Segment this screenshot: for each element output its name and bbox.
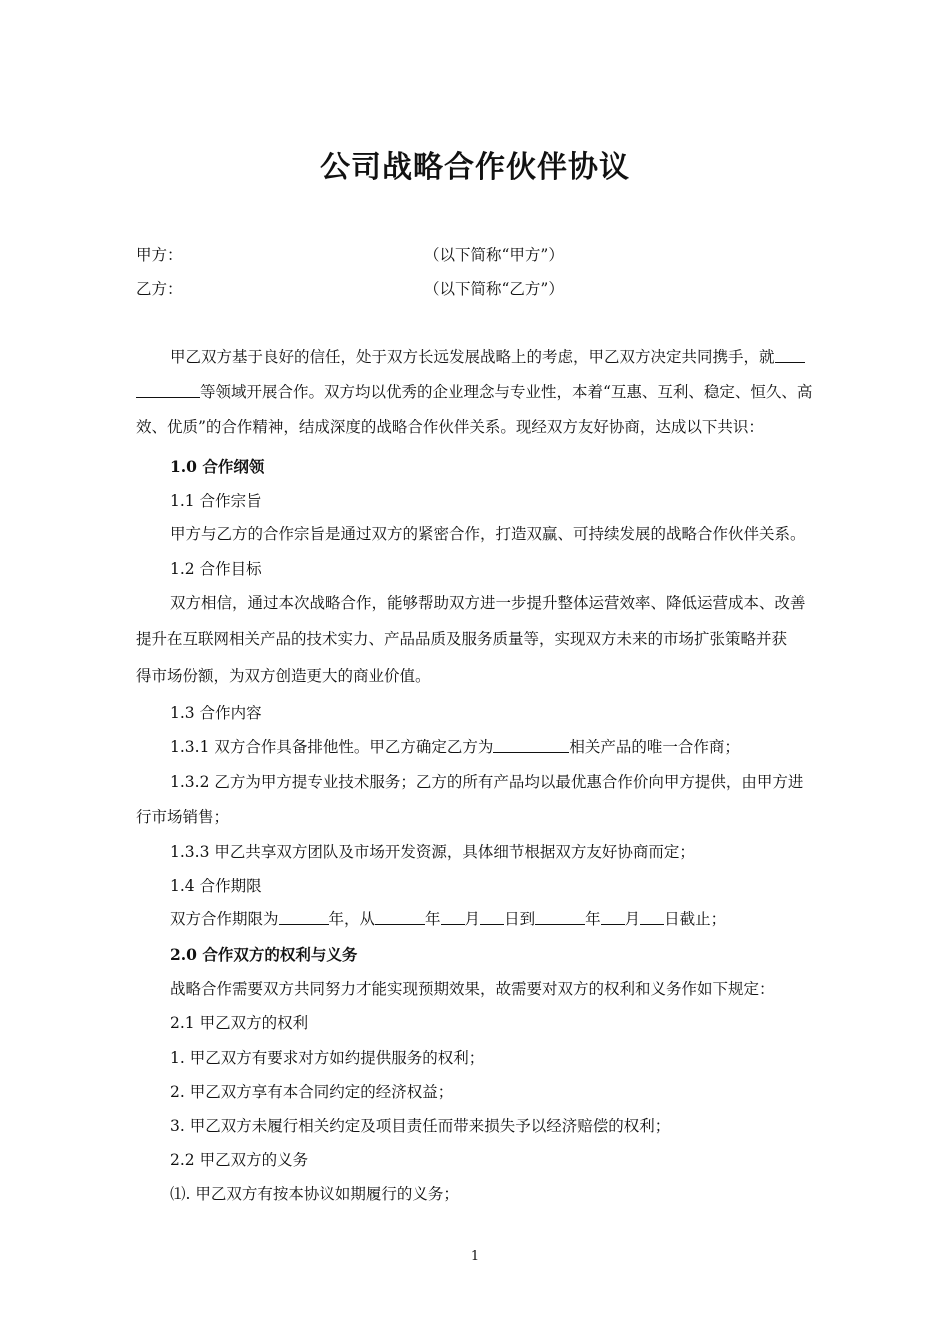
section-1-2-line-1: 双方相信，通过本次战略合作，能够帮助双方进一步提升整体运营效率、降低运营成本、改善 — [170, 594, 806, 612]
intro-text-2: 等领域开展合作。双方均以优秀的企业理念与专业性，本着“互惠、互利、稳定、恒久、高 — [200, 383, 813, 401]
term-text: 年 — [585, 910, 601, 928]
blank-field — [441, 910, 465, 925]
intro-paragraph-line-2 — [136, 380, 812, 402]
term-text: 年 — [425, 910, 441, 928]
party-b-note: （以下简称“乙方”） — [424, 280, 564, 298]
list-item: 1. 甲乙双方有要求对方如约提供服务的权利； — [170, 1049, 485, 1067]
blank-field — [775, 348, 805, 363]
document-title: 公司战略合作伙伴协议 — [320, 150, 630, 185]
section-1-3-3: 1.3.3 甲乙共享双方团队及市场开发资源，具体细节根据双方友好协商而定； — [170, 843, 695, 861]
intro-paragraph-line-1 — [170, 345, 805, 367]
party-b-label: 乙方： — [136, 280, 183, 298]
list-item: 3. 甲乙双方未履行相关约定及项目责任而带来损失予以经济赔偿的权利； — [170, 1117, 671, 1135]
intro-paragraph-line-3: 效、优质”的合作精神，结成深度的战略合作伙伴关系。现经双方友好协商，达成以下共识： — [136, 418, 764, 436]
blank-field — [640, 910, 664, 925]
section-2-1-heading: 2.1 甲乙双方的权利 — [170, 1014, 309, 1032]
term-text: 月 — [624, 910, 641, 928]
section-2-heading: 2.0 合作双方的权利与义务 — [170, 945, 358, 964]
blank-field — [375, 910, 425, 925]
section-2-2-heading: 2.2 甲乙双方的义务 — [170, 1151, 309, 1169]
section-1-4-heading: 1.4 合作期限 — [170, 877, 262, 895]
blank-field — [480, 910, 504, 925]
list-item: ⑴. 甲乙双方有按本协议如期履行的义务； — [170, 1185, 459, 1203]
section-1-4-term — [170, 907, 726, 929]
blank-field — [136, 383, 200, 398]
blank-field — [493, 738, 569, 753]
section-1-1-heading: 1.1 合作宗旨 — [170, 492, 262, 510]
section-1-3-2-line-1: 1.3.2 乙方为甲方提专业技术服务；乙方的所有产品均以最优惠合作价向甲方提供，由甲方进 — [170, 773, 804, 791]
term-text: 双方合作期限为 — [170, 910, 279, 928]
section-1-2-line-3: 得市场份额，为双方创造更大的商业价值。 — [136, 667, 431, 685]
blank-field — [535, 910, 585, 925]
section-1-3-1 — [170, 735, 740, 757]
section-2-intro: 战略合作需要双方共同努力才能实现预期效果，故需要对双方的权利和义务作如下规定： — [170, 980, 775, 998]
section-1-1-text: 甲方与乙方的合作宗旨是通过双方的紧密合作，打造双赢、可持续发展的战略合作伙伴关系。 — [170, 525, 806, 543]
section-1-heading: 1.0 合作纲领 — [170, 457, 265, 476]
intro-text-1: 甲乙双方基于良好的信任，处于双方长远发展战略上的考虑，甲乙双方决定共同携手，就 — [170, 348, 775, 366]
section-1-2-heading: 1.2 合作目标 — [170, 560, 262, 578]
blank-field — [279, 910, 329, 925]
party-a-label: 甲方： — [136, 246, 183, 264]
term-text: 月 — [464, 910, 481, 928]
section-1-2-line-2: 提升在互联网相关产品的技术实力、产品品质及服务质量等，实现双方未来的市场扩张策略并获 — [136, 630, 788, 648]
clause-1-3-1-text-end: 相关产品的唯一合作商； — [569, 738, 740, 756]
section-1-3-heading: 1.3 合作内容 — [170, 704, 262, 722]
term-text: 年，从 — [328, 910, 376, 928]
list-item: 2. 甲乙双方享有本合同约定的经济权益； — [170, 1083, 454, 1101]
party-a-note: （以下简称“甲方”） — [424, 246, 564, 264]
term-text: 日截止； — [664, 910, 727, 928]
blank-field — [601, 910, 625, 925]
clause-1-3-1-text: 1.3.1 双方合作具备排他性。甲乙方确定乙方为 — [170, 738, 494, 756]
section-1-3-2-line-2: 行市场销售； — [136, 808, 230, 826]
page-number: 1 — [470, 1249, 480, 1264]
term-text: 日到 — [504, 910, 536, 928]
